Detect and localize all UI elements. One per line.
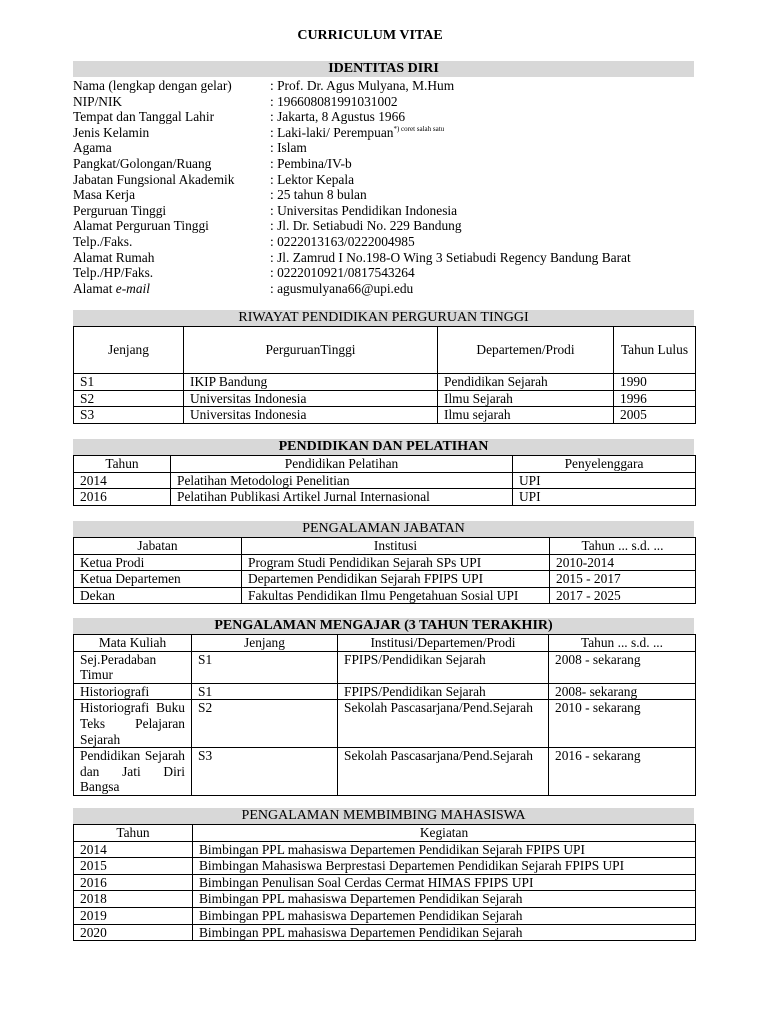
identity-label: Nama (lengkap dengan gelar) (73, 78, 232, 93)
identity-value (270, 125, 444, 141)
column-header: Tahun (74, 456, 171, 473)
column-header: Kegiatan (193, 825, 696, 842)
column-header: PerguruanTinggi (184, 327, 438, 374)
table-row (74, 924, 696, 941)
table-row (74, 891, 696, 908)
identity-value: : Universitas Pendidikan Indonesia (270, 202, 458, 218)
identity-value: : Jl. Dr. Setiabudi No. 229 Bandung (270, 218, 462, 234)
table-row (74, 554, 696, 571)
identity-row (73, 125, 703, 141)
identity-value: : Lektor Kepala (270, 171, 355, 187)
identity-row (73, 265, 703, 281)
table-cell: 2010-2014 (550, 554, 696, 571)
identity-row (73, 156, 703, 172)
table-row (74, 472, 696, 489)
table-cell: Bimbingan PPL mahasiswa Departemen Pendidikan Sejarah FPIPS UPI (193, 841, 696, 858)
table-cell: 2020 (74, 924, 193, 941)
table-cell: Sekolah Pascasarjana/Pend.Sejarah (338, 748, 549, 796)
table-row (74, 748, 696, 796)
email-label-text: Alamat (73, 280, 116, 296)
identity-value: : Islam (270, 140, 307, 156)
identity-label: Masa Kerja (73, 187, 136, 203)
table-cell: 2016 - sekarang (549, 748, 696, 796)
identity-row (73, 187, 703, 203)
gender-footnote: *) coret salah satu (393, 124, 445, 133)
table-cell: FPIPS/Pendidikan Sejarah (338, 651, 549, 683)
table-cell: 2015 (74, 858, 193, 875)
table-row (74, 374, 696, 391)
section-heading-jabatan: PENGALAMAN JABATAN (73, 521, 694, 537)
identity-row (73, 140, 703, 156)
table-cell: 2017 - 2025 (550, 587, 696, 604)
identity-row (73, 281, 703, 297)
section-heading-pendidikan-pt: RIWAYAT PENDIDIKAN PERGURUAN TINGGI (73, 310, 694, 326)
table-cell: 2014 (74, 472, 171, 489)
column-header: Departemen/Prodi (438, 327, 614, 374)
identity-label: Jenis Kelamin (73, 124, 150, 140)
table-cell: S2 (74, 390, 184, 407)
table-cell: Bimbingan PPL mahasiswa Departemen Pendidikan Sejarah (193, 891, 696, 908)
identity-label: Alamat Perguruan Tinggi (73, 218, 209, 234)
table-cell: Fakultas Pendidikan Ilmu Pengetahuan Sosial UPI (242, 587, 550, 604)
table-cell: Universitas Indonesia (184, 390, 438, 407)
column-header: Tahun (74, 825, 193, 842)
identity-row (73, 172, 703, 188)
identity-row (73, 218, 703, 234)
mengajar-table (73, 634, 696, 796)
table-cell: 2016 (74, 489, 171, 506)
table-cell: Universitas Indonesia (184, 407, 438, 424)
table-cell: 2019 (74, 907, 193, 924)
table-cell: 2010 - sekarang (549, 700, 696, 748)
table-cell: Ilmu Sejarah (438, 390, 614, 407)
pelatihan-table (73, 455, 696, 506)
table-row (74, 874, 696, 891)
column-header: Penyelenggara (513, 456, 696, 473)
identity-value: : 0222013163/0222004985 (270, 233, 415, 249)
table-cell: UPI (513, 472, 696, 489)
identity-value: : agusmulyana66@upi.edu (270, 280, 414, 296)
table-header-row (74, 538, 696, 555)
table-cell: Sekolah Pascasarjana/Pend.Sejarah (338, 700, 549, 748)
table-cell: Pelatihan Publikasi Artikel Jurnal Internasional (171, 489, 513, 506)
table-cell: 2016 (74, 874, 193, 891)
identity-value: : 196608081991031002 (270, 93, 398, 109)
jabatan-table (73, 537, 696, 604)
section-heading-mengajar: PENGALAMAN MENGAJAR (3 TAHUN TERAKHIR) (73, 618, 694, 634)
table-cell: S3 (74, 407, 184, 424)
identity-label: NIP/NIK (73, 93, 123, 109)
column-header: Jabatan (74, 538, 242, 555)
table-row (74, 390, 696, 407)
table-cell: Pendidikan Sejarah (438, 374, 614, 391)
identity-row (73, 78, 703, 94)
table-row (74, 489, 696, 506)
identity-label: Telp./HP/Faks. (73, 265, 154, 281)
table-cell: Dekan (74, 587, 242, 604)
identity-label: Tempat dan Tanggal Lahir (73, 109, 215, 125)
identity-value: : 25 tahun 8 bulan (270, 187, 367, 203)
table-cell: S1 (192, 651, 338, 683)
identity-list (73, 78, 703, 296)
identity-value: : Jakarta, 8 Agustus 1966 (270, 109, 406, 125)
table-cell: S1 (74, 374, 184, 391)
table-cell: Pelatihan Metodologi Penelitian (171, 472, 513, 489)
table-cell: Bimbingan PPL mahasiswa Departemen Pendidikan Sejarah (193, 924, 696, 941)
table-row (74, 907, 696, 924)
identity-label: Jabatan Fungsional Akademik (73, 171, 235, 187)
identity-label: Perguruan Tinggi (73, 202, 167, 218)
section-heading-identitas: IDENTITAS DIRI (73, 61, 694, 77)
table-cell: 1996 (614, 390, 696, 407)
table-cell: Pendidikan Sejarah dan Jati Diri Bangsa (74, 748, 192, 796)
table-cell: 2015 - 2017 (550, 571, 696, 588)
table-row (74, 683, 696, 700)
table-cell: Bimbingan PPL mahasiswa Departemen Pendidikan Sejarah (193, 907, 696, 924)
table-cell: Ketua Departemen (74, 571, 242, 588)
column-header: Tahun ... s.d. ... (549, 635, 696, 652)
table-cell: IKIP Bandung (184, 374, 438, 391)
column-header: Jenjang (74, 327, 184, 374)
table-header-row (74, 635, 696, 652)
column-header: Tahun ... s.d. ... (550, 538, 696, 555)
table-cell: Historiografi (74, 683, 192, 700)
section-heading-pelatihan: PENDIDIKAN DAN PELATIHAN (73, 439, 694, 455)
table-cell: UPI (513, 489, 696, 506)
column-header: Pendidikan Pelatihan (171, 456, 513, 473)
section-heading-membimbing: PENGALAMAN MEMBIMBING MAHASISWA (73, 808, 694, 824)
table-cell: Bimbingan Mahasiswa Berprestasi Departemen Pendidikan Sejarah FPIPS UPI (193, 858, 696, 875)
identity-row (73, 203, 703, 219)
identity-value: : Pembina/IV-b (270, 155, 352, 171)
table-row (74, 571, 696, 588)
identity-label: Pangkat/Golongan/Ruang (73, 155, 212, 171)
table-row (74, 651, 696, 683)
table-cell: S1 (192, 683, 338, 700)
column-header: Jenjang (192, 635, 338, 652)
table-cell: 2008- sekarang (549, 683, 696, 700)
column-header: Tahun Lulus (614, 327, 696, 374)
table-row (74, 407, 696, 424)
identity-value: : Prof. Dr. Agus Mulyana, M.Hum (270, 78, 455, 93)
table-row (74, 587, 696, 604)
identity-value: : 0222010921/0817543264 (270, 265, 415, 281)
email-label-italic: e-mail (115, 280, 150, 296)
table-cell: Sej.Peradaban Timur (74, 651, 192, 683)
table-cell: FPIPS/Pendidikan Sejarah (338, 683, 549, 700)
table-header-row (74, 825, 696, 842)
table-row (74, 700, 696, 748)
identity-value: : Jl. Zamrud I No.198-O Wing 3 Setiabudi Regency Bandung Barat (270, 249, 631, 265)
table-cell: Ketua Prodi (74, 554, 242, 571)
table-cell: 2005 (614, 407, 696, 424)
identity-label: Alamat Rumah (73, 249, 155, 265)
identity-label (73, 281, 150, 297)
table-header-row (74, 456, 696, 473)
table-cell: Program Studi Pendidikan Sejarah SPs UPI (242, 554, 550, 571)
table-header-row (74, 327, 696, 374)
table-cell: S2 (192, 700, 338, 748)
table-cell: S3 (192, 748, 338, 796)
identity-label: Agama (73, 140, 112, 156)
table-cell: Bimbingan Penulisan Soal Cerdas Cermat HIMAS FPIPS UPI (193, 874, 696, 891)
column-header: Mata Kuliah (74, 635, 192, 652)
column-header: Institusi/Departemen/Prodi (338, 635, 549, 652)
table-cell: Historiografi Buku Teks Pelajaran Sejarah (74, 700, 192, 748)
pendidikan-pt-table (73, 326, 696, 424)
table-cell: 2014 (74, 841, 193, 858)
identity-row (73, 109, 703, 125)
identity-row (73, 234, 703, 250)
page-title: CURRICULUM VITAE (297, 28, 443, 43)
membimbing-table (73, 824, 696, 941)
table-cell: 2018 (74, 891, 193, 908)
column-header: Institusi (242, 538, 550, 555)
table-cell: 2008 - sekarang (549, 651, 696, 683)
identity-row (73, 250, 703, 266)
identity-row (73, 94, 703, 110)
table-row (74, 841, 696, 858)
table-cell: Departemen Pendidikan Sejarah FPIPS UPI (242, 571, 550, 588)
identity-label: Telp./Faks. (73, 233, 133, 249)
table-cell: Ilmu sejarah (438, 407, 614, 424)
table-row (74, 858, 696, 875)
table-cell: 1990 (614, 374, 696, 391)
gender-value: : Laki-laki/ Perempuan (270, 124, 394, 140)
